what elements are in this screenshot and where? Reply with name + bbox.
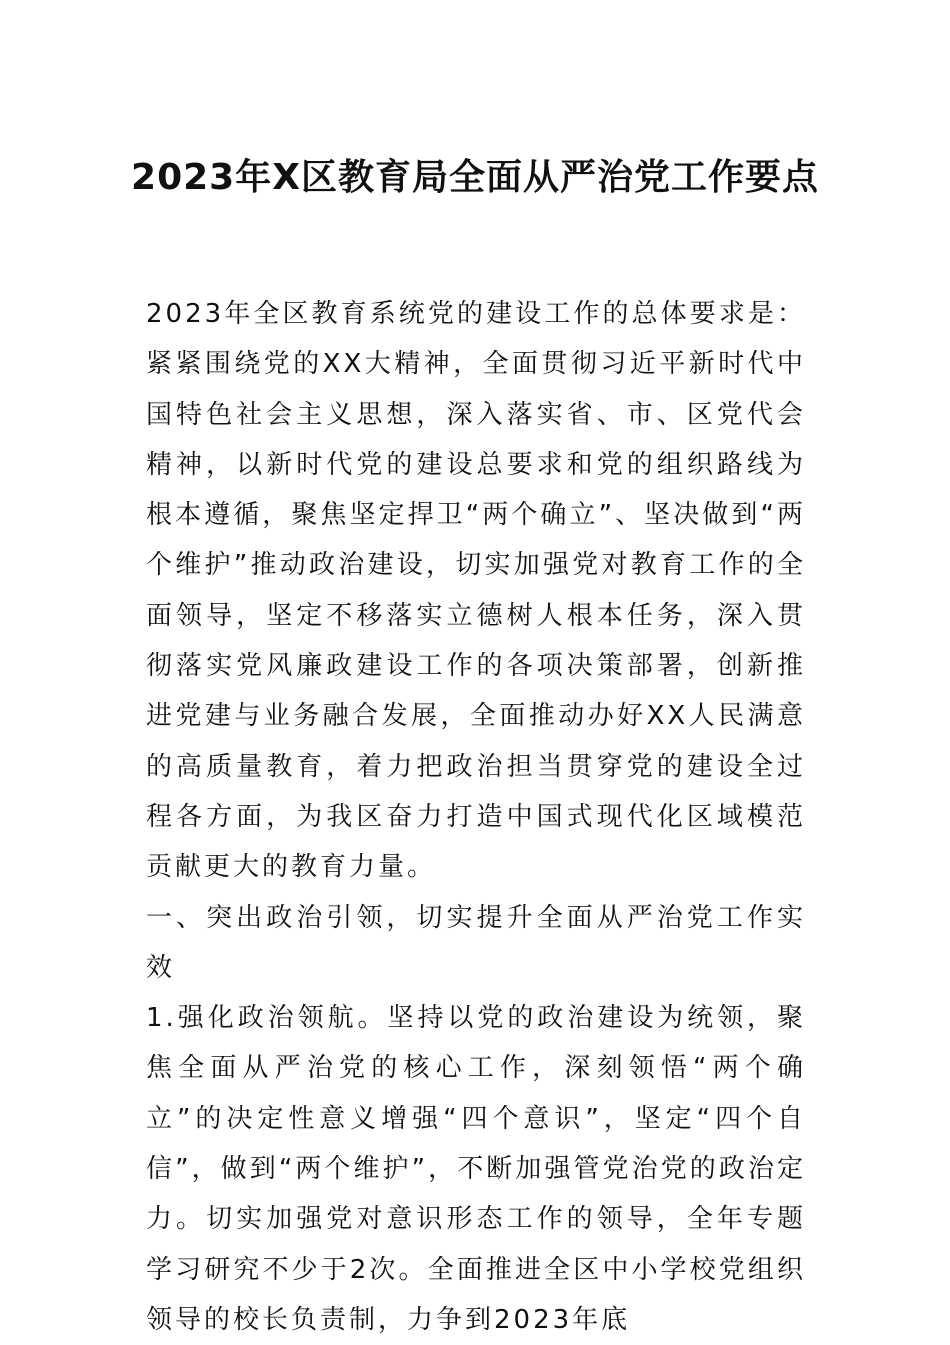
document-body <box>146 289 806 1345</box>
intro-paragraph: 2023年全区教育系统党的建设工作的总体要求是：紧紧围绕党的XX大精神，全面贯彻习近平新时代中国特色社会主义思想，深入落实省、市、区党代会精神，以新时代党的建设总要求和党的组织路线为根本遵循，聚焦坚定捍卫“两个确立”、坚决做到“两个维护”推动政治建设，切实加强党对教育工作的全面领导，坚定不移落实立德树人根本任务，深入贯彻落实党风廉政建设工作的各项决策部署，创新推进党建与业务融合发展，全面推动办好XX人民满意的高质量教育，着力把政治担当贯穿党的建设全过程各方面，为我区奋力打造中国式现代化区域模范贡献更大的教育力量。 <box>146 299 806 883</box>
document-title: 2023年X区教育局全面从严治党工作要点 <box>131 157 819 198</box>
item-paragraph-1: 1.强化政治领航。坚持以党的政治建设为统领，聚焦全面从严治党的核心工作，深刻领悟“两个确立”的决定性意义增强“四个意识”，坚定“四个自信”，做到“两个维护”，不断加强管党治党的政治定力。切实加强党对意识形态工作的领导，全年专题学习研究不少于2次。全面推进全区中小学校党组织领导的校长负责制，力争到2023年底 <box>146 1003 806 1335</box>
section-heading-1: 一、突出政治引领，切实提升全面从严治党工作实效 <box>146 902 806 983</box>
